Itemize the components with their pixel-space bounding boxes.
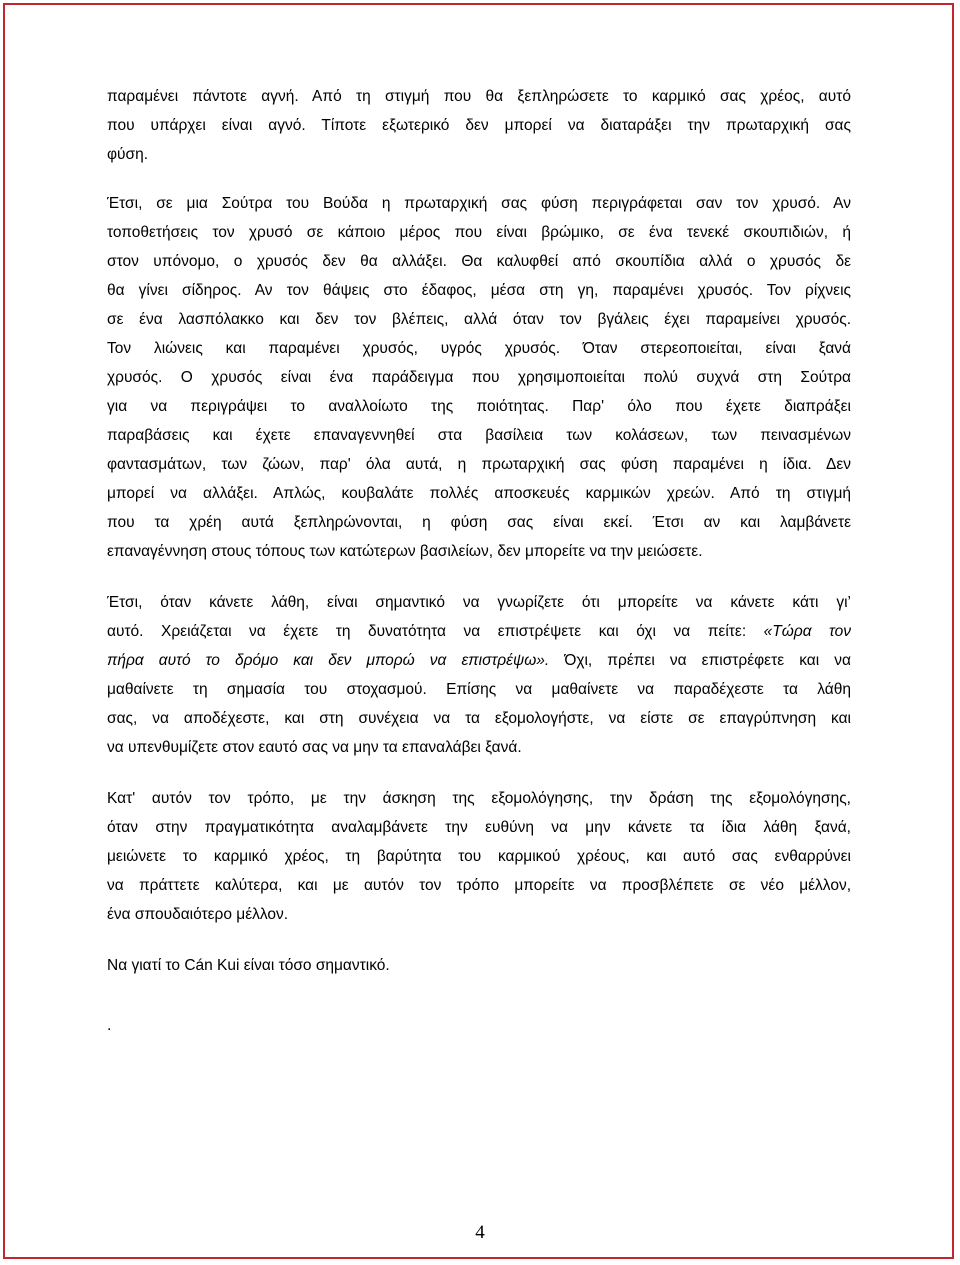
text-line: να πράττετε καλύτερα, και με αυτόν τον τρόπο μπορείτε να προσβλέπετε σε νέο μέλλον, <box>107 877 851 894</box>
text-line: που υπάρχει είναι αγνό. Τίποτε εξωτερικό δεν μπορεί να διαταράξει την πρωταρχική σας <box>107 117 851 134</box>
text-line: φαντασμάτων, των ζώων, παρ' όλα αυτά, η πρωταρχική σας φύση παραμένει η ίδια. Δεν <box>107 456 851 473</box>
text-line: παραβάσεις και έχετε επαναγεννηθεί στα βασίλεια των κολάσεων, των πεινασμένων <box>107 427 851 444</box>
text-line: χρυσός. Ο χρυσός είναι ένα παράδειγμα που χρησιμοποιείται πολύ συχνά στη Σούτρα <box>107 369 851 386</box>
text-line: πήρα αυτό το δρόμο και δεν μπορώ να επιστρέψω». Όχι, πρέπει να επιστρέφετε και να <box>107 652 851 669</box>
text-line: μαθαίνετε τη σημασία του στοχασμού. Επίσης να μαθαίνετε να παραδέχεστε τα λάθη <box>107 681 851 698</box>
text-line: παραμένει πάντοτε αγνή. Από τη στιγμή που θα ξεπληρώσετε το καρμικό σας χρέος, αυτό <box>107 88 851 105</box>
text-line: για να περιγράψει το αναλλοίωτο της ποιότητας. Παρ' όλο που έχετε διαπράξει <box>107 398 851 415</box>
text-line: σας, να αποδέχεστε, και στη συνέχεια να τα εξομολογήστε, να είστε σε επαγρύπνηση και <box>107 710 851 727</box>
text-line: ένα σπουδαιότερο μέλλον. <box>107 906 289 923</box>
text-line: Έτσι, όταν κάνετε λάθη, είναι σημαντικό να γνωρίζετε ότι μπορείτε να κάνετε κάτι γι’ <box>107 594 851 611</box>
text-line: Τον λιώνεις και παραμένει χρυσός, υγρός χρυσός. Όταν στερεοποιείται, είναι ξανά <box>107 340 851 357</box>
page-number: 4 <box>475 1222 485 1243</box>
text-line: να υπενθυμίζετε στον εαυτό σας να μην τα επαναλάβει ξανά. <box>107 739 522 756</box>
text-line: σε ένα λασπόλακκο και δεν τον βλέπεις, αλλά όταν τον βγάλεις έχει παραμείνει χρυσός. <box>107 311 851 328</box>
text-line: επαναγέννηση στους τόπους των κατώτερων βασιλείων, δεν μπορείτε να την μειώσετε. <box>107 543 703 560</box>
text-line: μπορεί να αλλάξει. Απλώς, κουβαλάτε πολλές αποσκευές καρμικών χρεών. Από τη στιγμή <box>107 485 851 502</box>
text-line: Να γιατί το Cán Kui είναι τόσο σημαντικό. <box>107 957 390 974</box>
trailing-mark: . <box>107 1017 112 1034</box>
text-line: αυτό. Χρειάζεται να έχετε τη δυνατότητα να επιστρέψετε και όχι να πείτε: «Τώρα τον <box>107 623 852 640</box>
paragraph-3 <box>107 588 851 762</box>
document-body <box>107 82 851 980</box>
paragraph-2 <box>107 189 851 566</box>
text-line: φύση. <box>107 146 149 163</box>
text-line: όταν στην πραγματικότητα αναλαμβάνετε την ευθύνη να μην κάνετε τα ίδια λάθη ξανά, <box>107 819 851 836</box>
text-line: μειώνετε το καρμικό χρέος, τη βαρύτητα του καρμικού χρέους, και αυτό σας ενθαρρύνει <box>107 848 851 865</box>
text-line: στον υπόνομο, ο χρυσός δεν θα αλλάξει. Θα καλυφθεί από σκουπίδια αλλά ο χρυσός δε <box>107 253 851 270</box>
paragraph-4 <box>107 784 851 929</box>
text-line: θα γίνει σίδηρος. Αν τον θάψεις στο έδαφος, μέσα στη γη, παραμένει χρυσός. Τον ρίχνεις <box>107 282 851 299</box>
text-line: Έτσι, σε μια Σούτρα του Βούδα η πρωταρχική σας φύση περιγράφεται σαν τον χρυσό. Αν <box>107 195 851 212</box>
paragraph-5 <box>107 951 851 980</box>
text-line: Κατ' αυτόν τον τρόπο, με την άσκηση της εξομολόγησης, την δράση της εξομολόγησης, <box>107 790 851 807</box>
text-line: τοποθετήσεις τον χρυσό σε κάποιο μέρος που είναι βρώμικο, σε ένα τενεκέ σκουπιδιών, ή <box>107 224 851 241</box>
text-line: που τα χρέη αυτά ξεπληρώνονται, η φύση σας είναι εκεί. Έτσι αν και λαμβάνετε <box>107 514 851 531</box>
paragraph-1 <box>107 82 851 169</box>
